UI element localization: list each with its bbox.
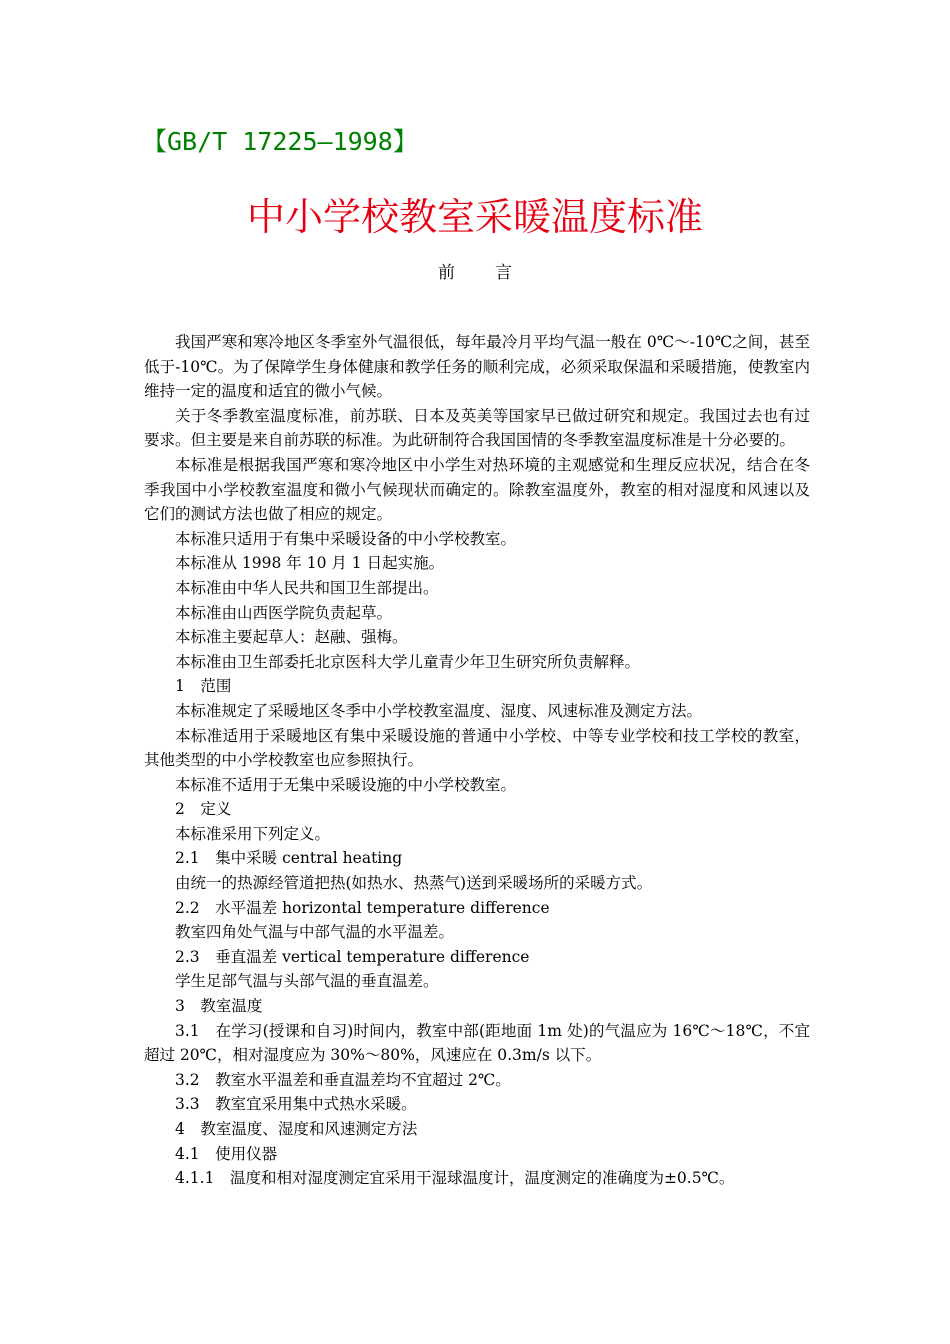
- paragraph: 本标准采用下列定义。: [175, 824, 331, 843]
- standard-code: 【GB/T 17225—1998】: [142, 127, 418, 156]
- body-text: [144, 330, 810, 1191]
- paragraph: 本标准不适用于无集中采暖设施的中小学校教室。: [175, 775, 517, 794]
- paragraph: 由统一的热源经管道把热(如热水、热蒸气)送到采暖场所的采暖方式。: [175, 874, 653, 893]
- paragraph: 本标准从 1998 年 10 月 1 日起实施。: [175, 554, 445, 573]
- paragraph: 本标准主要起草人：赵融、强梅。: [175, 628, 408, 647]
- subsection-heading: 2.2 水平温差 horizontal temperature difference: [175, 898, 550, 917]
- paragraph: 本标准由卫生部委托北京医科大学儿童青少年卫生研究所负责解释。: [175, 652, 641, 671]
- subsection-heading: 2.1 集中采暖 central heating: [175, 849, 403, 868]
- paragraph: 学生足部气温与头部气温的垂直温差。: [175, 972, 439, 991]
- paragraph: 3.1 在学习(授课和自习)时间内，教室中部(距地面 1m 处)的气温应为 16℃～18℃，不宜超过 20℃，相对湿度应为 30%～80%，风速应在 0.3m/s 以下。: [144, 1021, 810, 1065]
- paragraph: 本标准是根据我国严寒和寒冷地区中小学生对热环境的主观感觉和生理反应状况，结合在冬季我国中小学校教室温度和微小气候现状而确定的。除教室温度外，教室的相对湿度和风速以及它们的测试方法也做了相应的规定。: [144, 455, 810, 524]
- paragraph: 关于冬季教室温度标准，前苏联、日本及英美等国家早已做过研究和规定。我国过去也有过要求。但主要是来自前苏联的标准。为此研制符合我国国情的冬季教室温度标准是十分必要的。: [144, 406, 810, 450]
- document-title: 中小学校教室采暖温度标准: [246, 195, 703, 239]
- paragraph: 我国严寒和寒冷地区冬季室外气温很低，每年最冷月平均气温一般在 0℃～-10℃之间，甚至低于-10℃。为了保障学生身体健康和教学任务的顺利完成，必须采取保温和采暖措施，使教室内维持一定的温度和适宜的微小气候。: [144, 333, 810, 401]
- paragraph: 3.3 教室宜采用集中式热水采暖。: [175, 1095, 417, 1114]
- section-heading: 1 范围: [175, 677, 232, 696]
- subsection-heading: 2.3 垂直温差 vertical temperature difference: [175, 947, 530, 966]
- paragraph: 本标准由山西医学院负责起草。: [175, 603, 393, 622]
- paragraph: 本标准由中华人民共和国卫生部提出。: [175, 578, 439, 597]
- paragraph: 教室四角处气温与中部气温的水平温差。: [175, 923, 455, 942]
- paragraph: 本标准适用于采暖地区有集中采暖设施的普通中小学校、中等专业学校和技工学校的教室，其他类型的中小学校教室也应参照执行。: [144, 726, 810, 770]
- section-heading: 3 教室温度: [175, 997, 263, 1016]
- section-heading: 2 定义: [175, 800, 232, 819]
- paragraph: 4.1.1 温度和相对湿度测定宜采用干湿球温度计，温度测定的准确度为±0.5℃。: [175, 1169, 735, 1188]
- section-heading: 4 教室温度、湿度和风速测定方法: [175, 1120, 418, 1138]
- subsection-heading: 4.1 使用仪器: [175, 1144, 278, 1163]
- foreword-heading: 前言: [438, 263, 552, 283]
- paragraph: 3.2 教室水平温差和垂直温差均不宜超过 2℃。: [175, 1070, 511, 1089]
- paragraph: 本标准只适用于有集中采暖设备的中小学校教室。: [175, 529, 517, 548]
- paragraph: 本标准规定了采暖地区冬季中小学校教室温度、湿度、风速标准及测定方法。: [175, 701, 703, 720]
